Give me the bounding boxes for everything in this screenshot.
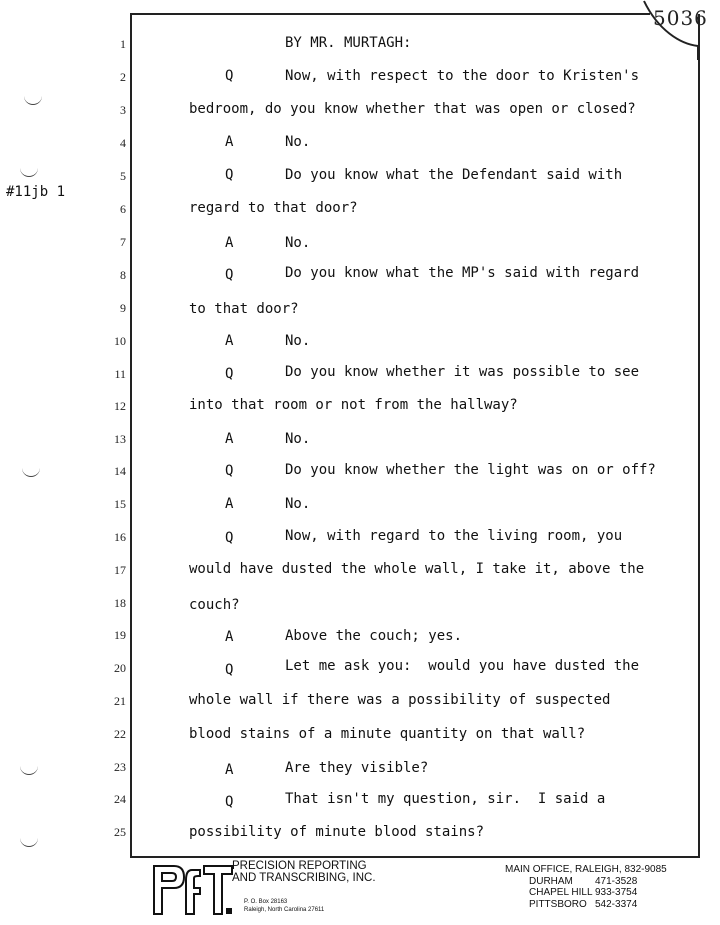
office-list <box>505 864 667 910</box>
line-text: bedroom, do you know whether that was open or closed? <box>189 101 636 117</box>
line-number: 22 <box>114 727 126 741</box>
address-line: P. O. Box 28163 <box>244 899 288 905</box>
line-number: 5 <box>120 169 126 183</box>
office-city: PITTSBORO <box>529 898 587 910</box>
speaker-label: A <box>225 235 234 251</box>
line-text: Do you know what the MP's said with regard <box>285 265 640 281</box>
line-text: No. <box>285 134 311 150</box>
line-number: 8 <box>120 268 126 282</box>
line-text: No. <box>285 496 311 512</box>
line-number: 10 <box>114 334 126 348</box>
margin-tick <box>24 96 42 105</box>
line-text: to that door? <box>189 301 299 317</box>
line-number: 15 <box>114 497 126 511</box>
line-text: No. <box>285 235 311 251</box>
speaker-label: A <box>225 629 234 645</box>
line-text: Above the couch; yes. <box>285 628 463 644</box>
line-text: Do you know whether it was possible to see <box>285 364 640 380</box>
line-text: whole wall if there was a possibility of suspected <box>189 692 611 708</box>
office-row <box>505 899 667 911</box>
office-phone: 471-3528 <box>595 875 638 887</box>
speaker-label: Q <box>225 366 234 382</box>
line-number: 12 <box>114 399 126 413</box>
line-text: into that room or not from the hallway? <box>189 397 518 413</box>
line-number: 23 <box>114 760 126 774</box>
line-text: Now, with regard to the living room, you <box>285 528 623 544</box>
address-line: Raleigh, North Carolina 27611 <box>244 907 325 913</box>
office-row <box>505 887 667 899</box>
margin-tick <box>20 766 38 775</box>
office-city: CHAPEL HILL <box>529 887 593 898</box>
margin-tick <box>20 168 38 177</box>
speaker-label: A <box>225 496 234 512</box>
speaker-label: A <box>225 431 234 447</box>
line-text: No. <box>285 333 311 349</box>
line-number: 25 <box>114 825 126 839</box>
line-number: 16 <box>114 530 126 544</box>
page-number: 5036 <box>653 6 708 30</box>
line-text: blood stains of a minute quantity on that wall? <box>189 726 586 742</box>
office-city: DURHAM <box>529 875 573 887</box>
office-phone: 542-3374 <box>595 898 638 910</box>
speaker-label: Q <box>225 662 234 678</box>
line-text: That isn't my question, sir. I said a <box>285 791 606 807</box>
line-text: No. <box>285 431 311 447</box>
speaker-label: Q <box>225 167 234 183</box>
line-number: 4 <box>120 136 126 150</box>
line-text: regard to that door? <box>189 200 358 216</box>
company-logo <box>148 860 234 918</box>
line-number: 13 <box>114 432 126 446</box>
company-name <box>232 860 376 884</box>
line-text: Do you know whether the light was on or off? <box>285 462 656 478</box>
line-text: Do you know what the Defendant said with <box>285 167 623 183</box>
line-text: possibility of minute blood stains? <box>189 824 485 840</box>
line-number: 24 <box>114 792 126 806</box>
speaker-label: Q <box>225 68 234 84</box>
company-name-line: AND TRANSCRIBING, INC. <box>232 872 376 884</box>
line-text: Now, with respect to the door to Kristen's <box>285 68 640 84</box>
speaker-label: Q <box>225 267 234 283</box>
margin-tick <box>22 468 40 477</box>
main-office: MAIN OFFICE, RALEIGH, 832-9085 <box>505 864 667 875</box>
speaker-label: A <box>225 134 234 150</box>
office-phone: 933-3754 <box>595 887 638 898</box>
margin-note: #11jb 1 <box>6 184 66 200</box>
line-number: 9 <box>120 301 126 315</box>
margin-tick <box>20 838 38 847</box>
company-name-line: PRECISION REPORTING <box>232 860 367 872</box>
line-number: 7 <box>120 235 126 249</box>
line-text: BY MR. MURTAGH: <box>285 35 412 51</box>
line-text: Are they visible? <box>285 760 429 776</box>
line-number: 1 <box>120 37 126 51</box>
line-number: 2 <box>120 70 126 84</box>
line-number: 20 <box>114 661 126 675</box>
line-text: couch? <box>189 597 240 613</box>
speaker-label: Q <box>225 530 234 546</box>
office-row <box>505 876 667 888</box>
line-number: 14 <box>114 464 126 478</box>
company-address <box>244 898 324 914</box>
line-number: 19 <box>114 628 126 642</box>
line-text: Let me ask you: would you have dusted the <box>285 658 640 674</box>
line-number: 18 <box>114 596 126 610</box>
speaker-label: Q <box>225 463 234 479</box>
line-number: 17 <box>114 563 126 577</box>
line-number: 6 <box>120 202 126 216</box>
line-number: 21 <box>114 694 126 708</box>
speaker-label: Q <box>225 794 234 810</box>
speaker-label: A <box>225 762 234 778</box>
speaker-label: A <box>225 333 234 349</box>
line-text: would have dusted the whole wall, I take it, above the <box>189 561 645 577</box>
line-number: 11 <box>114 367 126 381</box>
line-number: 3 <box>120 103 126 117</box>
